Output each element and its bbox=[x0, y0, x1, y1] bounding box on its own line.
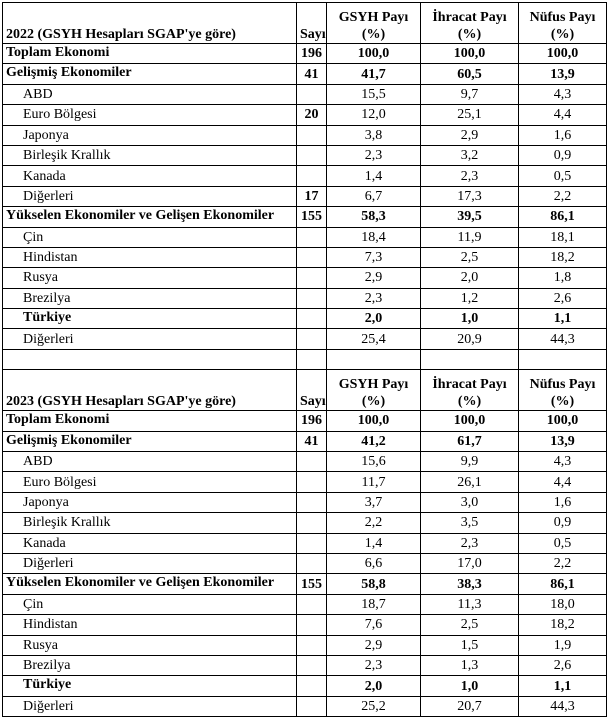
table-row bbox=[3, 594, 607, 614]
population-share-cell: 1,1 bbox=[519, 309, 607, 329]
exports-share-cell: 61,7 bbox=[421, 431, 519, 451]
table-row bbox=[3, 166, 607, 186]
row-label: Diğerleri bbox=[3, 186, 297, 206]
exports-share-cell: 1,2 bbox=[421, 288, 519, 308]
count-cell: 41 bbox=[297, 64, 327, 84]
header-pop bbox=[519, 3, 607, 44]
table-row bbox=[3, 105, 607, 125]
count-cell bbox=[297, 492, 327, 512]
table-row bbox=[3, 125, 607, 145]
gdp-share-cell: 41,2 bbox=[327, 431, 421, 451]
population-share-cell: 2,6 bbox=[519, 655, 607, 675]
row-label: Japonya bbox=[3, 492, 297, 512]
count-cell: 196 bbox=[297, 411, 327, 431]
row-label: Türkiye bbox=[3, 676, 297, 696]
row-label: Rusya bbox=[3, 635, 297, 655]
exports-share-cell: 11,3 bbox=[421, 594, 519, 614]
population-share-cell: 100,0 bbox=[519, 44, 607, 64]
table-row bbox=[3, 492, 607, 512]
exports-share-cell: 17,3 bbox=[421, 186, 519, 206]
table-row bbox=[3, 472, 607, 492]
row-label: Yükselen Ekonomiler ve Gelişen Ekonomiler bbox=[3, 207, 297, 227]
table-row bbox=[3, 553, 607, 573]
table-row bbox=[3, 411, 607, 431]
population-share-cell: 2,6 bbox=[519, 288, 607, 308]
gdp-share-cell: 100,0 bbox=[327, 44, 421, 64]
table-row bbox=[3, 64, 607, 84]
exports-share-cell: 9,9 bbox=[421, 452, 519, 472]
exports-share-cell: 3,2 bbox=[421, 145, 519, 165]
exports-share-cell: 2,9 bbox=[421, 125, 519, 145]
table-row bbox=[3, 635, 607, 655]
empty-cell bbox=[327, 349, 421, 369]
table-title: 2023 (GSYH Hesapları SGAP'ye göre) bbox=[3, 370, 297, 411]
gdp-share-cell: 25,4 bbox=[327, 329, 421, 349]
table-row bbox=[3, 574, 607, 594]
count-cell bbox=[297, 227, 327, 247]
population-share-cell: 0,9 bbox=[519, 145, 607, 165]
table-row bbox=[3, 145, 607, 165]
gdp-share-cell: 2,3 bbox=[327, 288, 421, 308]
exports-share-cell: 9,7 bbox=[421, 84, 519, 104]
gdp-share-cell: 41,7 bbox=[327, 64, 421, 84]
population-share-cell: 4,4 bbox=[519, 472, 607, 492]
count-cell: 196 bbox=[297, 44, 327, 64]
row-label: Rusya bbox=[3, 268, 297, 288]
population-share-cell: 0,5 bbox=[519, 533, 607, 553]
table-row bbox=[3, 533, 607, 553]
row-label: Toplam Ekonomi bbox=[3, 411, 297, 431]
gdp-share-cell: 15,6 bbox=[327, 452, 421, 472]
gdp-share-cell: 58,8 bbox=[327, 574, 421, 594]
spacer-row bbox=[3, 349, 607, 369]
gdp-share-cell: 2,0 bbox=[327, 676, 421, 696]
economy-share-table bbox=[2, 2, 607, 717]
header-unit: (%) bbox=[361, 394, 386, 410]
gdp-share-cell: 100,0 bbox=[327, 411, 421, 431]
population-share-cell: 86,1 bbox=[519, 207, 607, 227]
header-unit: (%) bbox=[361, 27, 386, 42]
table-row bbox=[3, 44, 607, 64]
exports-share-cell: 20,7 bbox=[421, 696, 519, 716]
count-cell bbox=[297, 166, 327, 186]
count-cell bbox=[297, 452, 327, 472]
population-share-cell: 2,2 bbox=[519, 553, 607, 573]
gdp-share-cell: 11,7 bbox=[327, 472, 421, 492]
exports-share-cell: 20,9 bbox=[421, 329, 519, 349]
population-share-cell: 1,6 bbox=[519, 492, 607, 512]
row-label: Gelişmiş Ekonomiler bbox=[3, 64, 297, 84]
row-label: Gelişmiş Ekonomiler bbox=[3, 431, 297, 451]
gdp-share-cell: 6,6 bbox=[327, 553, 421, 573]
population-share-cell: 1,6 bbox=[519, 125, 607, 145]
row-label: Euro Bölgesi bbox=[3, 472, 297, 492]
exports-share-cell: 2,5 bbox=[421, 247, 519, 267]
exports-share-cell: 39,5 bbox=[421, 207, 519, 227]
population-share-cell: 13,9 bbox=[519, 64, 607, 84]
exports-share-cell: 25,1 bbox=[421, 105, 519, 125]
header-unit: (%) bbox=[550, 394, 575, 410]
count-cell bbox=[297, 513, 327, 533]
row-label: Birleşik Krallık bbox=[3, 513, 297, 533]
population-share-cell: 18,2 bbox=[519, 247, 607, 267]
exports-share-cell: 26,1 bbox=[421, 472, 519, 492]
count-cell bbox=[297, 696, 327, 716]
header-label: GSYH Payı bbox=[338, 10, 409, 25]
population-share-cell: 18,0 bbox=[519, 594, 607, 614]
population-share-cell: 44,3 bbox=[519, 329, 607, 349]
population-share-cell: 100,0 bbox=[519, 411, 607, 431]
count-cell bbox=[297, 125, 327, 145]
row-label: Kanada bbox=[3, 166, 297, 186]
gdp-share-cell: 25,2 bbox=[327, 696, 421, 716]
table-row bbox=[3, 247, 607, 267]
table-row bbox=[3, 431, 607, 451]
row-label: Toplam Ekonomi bbox=[3, 44, 297, 64]
row-label: Çin bbox=[3, 594, 297, 614]
row-label: Türkiye bbox=[3, 309, 297, 329]
gdp-share-cell: 18,4 bbox=[327, 227, 421, 247]
count-cell bbox=[297, 553, 327, 573]
population-share-cell: 1,1 bbox=[519, 676, 607, 696]
row-label: Brezilya bbox=[3, 288, 297, 308]
exports-share-cell: 2,0 bbox=[421, 268, 519, 288]
count-cell bbox=[297, 288, 327, 308]
empty-cell bbox=[3, 349, 297, 369]
count-cell bbox=[297, 309, 327, 329]
gdp-share-cell: 3,8 bbox=[327, 125, 421, 145]
header-unit: (%) bbox=[550, 27, 575, 42]
row-label: Çin bbox=[3, 227, 297, 247]
header-row bbox=[3, 370, 607, 411]
gdp-share-cell: 15,5 bbox=[327, 84, 421, 104]
exports-share-cell: 60,5 bbox=[421, 64, 519, 84]
empty-cell bbox=[519, 349, 607, 369]
row-label: Diğerleri bbox=[3, 696, 297, 716]
gdp-share-cell: 2,9 bbox=[327, 268, 421, 288]
row-label: Hindistan bbox=[3, 615, 297, 635]
population-share-cell: 4,3 bbox=[519, 84, 607, 104]
count-cell: 17 bbox=[297, 186, 327, 206]
table-row bbox=[3, 207, 607, 227]
row-label: Yükselen Ekonomiler ve Gelişen Ekonomiler bbox=[3, 574, 297, 594]
exports-share-cell: 1,5 bbox=[421, 635, 519, 655]
population-share-cell: 0,5 bbox=[519, 166, 607, 186]
population-share-cell: 2,2 bbox=[519, 186, 607, 206]
row-label: ABD bbox=[3, 84, 297, 104]
row-label: ABD bbox=[3, 452, 297, 472]
count-cell bbox=[297, 615, 327, 635]
count-cell: 155 bbox=[297, 207, 327, 227]
header-pop bbox=[519, 370, 607, 411]
header-row bbox=[3, 3, 607, 44]
header-label: GSYH Payı bbox=[338, 377, 409, 393]
table-row bbox=[3, 186, 607, 206]
table-row bbox=[3, 329, 607, 349]
header-label: İhracat Payı bbox=[432, 10, 507, 25]
gdp-share-cell: 1,4 bbox=[327, 166, 421, 186]
gdp-share-cell: 3,7 bbox=[327, 492, 421, 512]
population-share-cell: 86,1 bbox=[519, 574, 607, 594]
population-share-cell: 1,8 bbox=[519, 268, 607, 288]
header-unit: (%) bbox=[457, 394, 482, 410]
table-row bbox=[3, 84, 607, 104]
table-row bbox=[3, 452, 607, 472]
gdp-share-cell: 7,3 bbox=[327, 247, 421, 267]
row-label: Diğerleri bbox=[3, 553, 297, 573]
empty-cell bbox=[297, 349, 327, 369]
count-cell: 155 bbox=[297, 574, 327, 594]
header-label: Nüfus Payı bbox=[529, 377, 596, 393]
exports-share-cell: 2,3 bbox=[421, 166, 519, 186]
exports-share-cell: 3,0 bbox=[421, 492, 519, 512]
table-title: 2022 (GSYH Hesapları SGAP'ye göre) bbox=[3, 3, 297, 44]
table-row bbox=[3, 288, 607, 308]
header-count: Sayı bbox=[297, 370, 327, 411]
exports-share-cell: 2,3 bbox=[421, 533, 519, 553]
exports-share-cell: 100,0 bbox=[421, 411, 519, 431]
header-unit: (%) bbox=[457, 27, 482, 42]
header-label: Nüfus Payı bbox=[529, 10, 596, 25]
row-label: Brezilya bbox=[3, 655, 297, 675]
header-label: İhracat Payı bbox=[432, 377, 507, 393]
row-label: Japonya bbox=[3, 125, 297, 145]
gdp-share-cell: 2,2 bbox=[327, 513, 421, 533]
gdp-share-cell: 18,7 bbox=[327, 594, 421, 614]
gdp-share-cell: 2,3 bbox=[327, 145, 421, 165]
count-cell bbox=[297, 329, 327, 349]
table-row bbox=[3, 513, 607, 533]
count-cell bbox=[297, 655, 327, 675]
exports-share-cell: 1,3 bbox=[421, 655, 519, 675]
count-cell bbox=[297, 533, 327, 553]
count-cell: 20 bbox=[297, 105, 327, 125]
table-row bbox=[3, 309, 607, 329]
header-gdp bbox=[327, 3, 421, 44]
exports-share-cell: 11,9 bbox=[421, 227, 519, 247]
gdp-share-cell: 58,3 bbox=[327, 207, 421, 227]
count-cell bbox=[297, 472, 327, 492]
gdp-share-cell: 2,3 bbox=[327, 655, 421, 675]
row-label: Diğerleri bbox=[3, 329, 297, 349]
count-cell bbox=[297, 594, 327, 614]
exports-share-cell: 17,0 bbox=[421, 553, 519, 573]
row-label: Kanada bbox=[3, 533, 297, 553]
table-row bbox=[3, 268, 607, 288]
count-cell bbox=[297, 268, 327, 288]
header-exports bbox=[421, 3, 519, 44]
exports-share-cell: 1,0 bbox=[421, 309, 519, 329]
table-body bbox=[3, 3, 607, 717]
population-share-cell: 44,3 bbox=[519, 696, 607, 716]
population-share-cell: 4,3 bbox=[519, 452, 607, 472]
gdp-share-cell: 2,9 bbox=[327, 635, 421, 655]
gdp-share-cell: 1,4 bbox=[327, 533, 421, 553]
count-cell bbox=[297, 247, 327, 267]
population-share-cell: 13,9 bbox=[519, 431, 607, 451]
population-share-cell: 18,1 bbox=[519, 227, 607, 247]
header-count: Sayı bbox=[297, 3, 327, 44]
exports-share-cell: 2,5 bbox=[421, 615, 519, 635]
exports-share-cell: 38,3 bbox=[421, 574, 519, 594]
table-row bbox=[3, 676, 607, 696]
count-cell bbox=[297, 676, 327, 696]
population-share-cell: 1,9 bbox=[519, 635, 607, 655]
population-share-cell: 4,4 bbox=[519, 105, 607, 125]
row-label: Euro Bölgesi bbox=[3, 105, 297, 125]
gdp-share-cell: 6,7 bbox=[327, 186, 421, 206]
empty-cell bbox=[421, 349, 519, 369]
gdp-share-cell: 12,0 bbox=[327, 105, 421, 125]
gdp-share-cell: 7,6 bbox=[327, 615, 421, 635]
count-cell bbox=[297, 84, 327, 104]
row-label: Birleşik Krallık bbox=[3, 145, 297, 165]
population-share-cell: 18,2 bbox=[519, 615, 607, 635]
exports-share-cell: 1,0 bbox=[421, 676, 519, 696]
table-row bbox=[3, 227, 607, 247]
count-cell bbox=[297, 635, 327, 655]
count-cell bbox=[297, 145, 327, 165]
exports-share-cell: 3,5 bbox=[421, 513, 519, 533]
exports-share-cell: 100,0 bbox=[421, 44, 519, 64]
count-cell: 41 bbox=[297, 431, 327, 451]
population-share-cell: 0,9 bbox=[519, 513, 607, 533]
header-exports bbox=[421, 370, 519, 411]
row-label: Hindistan bbox=[3, 247, 297, 267]
table-row bbox=[3, 696, 607, 716]
table-row bbox=[3, 655, 607, 675]
header-gdp bbox=[327, 370, 421, 411]
table-row bbox=[3, 615, 607, 635]
gdp-share-cell: 2,0 bbox=[327, 309, 421, 329]
